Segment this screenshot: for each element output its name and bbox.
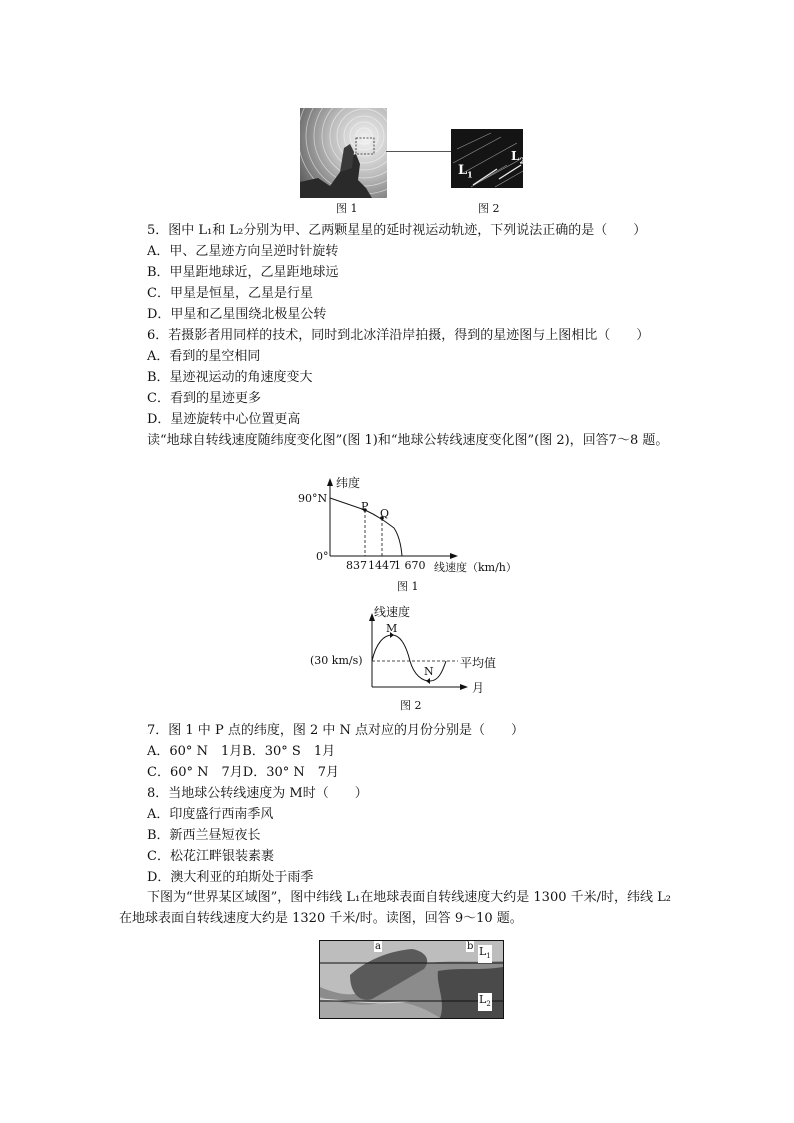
q5-option-b: B．甲星距地球近，乙星距地球远 (147, 265, 339, 280)
q5-option-a: A．甲、乙星迹方向呈逆时针旋转 (147, 244, 339, 259)
satellite-map (320, 941, 503, 1018)
q6-option-c: C．看到的星迹更多 (147, 391, 261, 406)
q5-option-c: C．甲星是恒星，乙星是行星 (147, 286, 313, 301)
average-label: 平均值 (460, 656, 497, 670)
q8-option-d: D．澳大利亚的珀斯处于雨季 (147, 870, 314, 885)
m-label: M (386, 622, 398, 635)
map-l1-label: $L_1$ (478, 945, 492, 963)
q8-option-a: A．印度盛行西南季风 (147, 807, 274, 822)
l2-label: $L_2$ (511, 149, 526, 166)
map-point-b: b (467, 941, 474, 952)
connector-line (386, 151, 452, 152)
region-map (319, 940, 504, 1019)
x-axis-title: 线速度（km/h） (434, 561, 517, 574)
q7-options-cd: C．60° N 7月D．30° N 7月 (147, 765, 340, 780)
y-origin-label: 0° (316, 550, 329, 563)
map-l2-label: $L_2$ (478, 993, 492, 1011)
x-axis-title: 月 (472, 681, 485, 695)
q7-stem: 7．图 1 中 P 点的纬度，图 2 中 N 点对应的月份分别是（ ） (147, 723, 524, 738)
q8-stem: 8．当地球公转线速度为 M时（ ） (147, 786, 368, 801)
q6-option-a: A．看到的星空相同 (147, 349, 261, 364)
graph-1-caption: 图 1 (397, 580, 419, 593)
x-tick-837: 837 (346, 559, 367, 572)
star-trail-photo (300, 108, 387, 198)
q8-option-c: C．松花江畔银装素裹 (147, 849, 274, 864)
q5-option-d: D．甲星和乙星围绕北极星公转 (147, 307, 327, 322)
q6-stem: 6．若摄影者用同样的技术，同时到北冰洋沿岸拍摄，得到的星迹图与上图相比（ ） (147, 328, 650, 343)
l1-label: $L_1$ (458, 163, 473, 180)
x-tick-1670: 1 670 (394, 559, 426, 572)
intro-9-10: 下图为“世界某区域图”，图中纬线 L₁在地球表面自转线速度大约是 1300 千米/时，纬线 L₂在地球表面自转线速度大约是 1320 千米/时。读图，回答 9～10 题。 (119, 890, 671, 926)
q6-option-b: B．星迹视运动的角速度变大 (147, 370, 313, 385)
rotation-speed-graph (290, 470, 540, 595)
y-axis-title: 线速度 (374, 605, 411, 619)
y-axis-title: 纬度 (336, 476, 361, 490)
p-label: P (361, 500, 369, 513)
map-point-a: a (375, 941, 381, 952)
q-label: Q (380, 507, 390, 520)
average-value: (30 km/s) (310, 654, 363, 667)
n-label: N (424, 665, 434, 678)
orbit-speed-graph (310, 603, 530, 695)
q6-option-d: D．星迹旋转中心位置更高 (147, 412, 301, 427)
graph-2-caption: 图 2 (400, 699, 422, 712)
q8-option-b: B．新西兰昼短夜长 (147, 828, 261, 843)
star-trail-closeup (451, 129, 526, 188)
x-tick-1447: 1447 (368, 559, 396, 572)
orbit-speed-curve (372, 635, 446, 681)
y-top-label: 90°N (298, 492, 328, 505)
figure-2-caption: 图 2 (478, 202, 500, 215)
intro-7-8: 读“地球自转线速度随纬度变化图”(图 1)和“地球公转线速度变化图”(图 2)，回答7～8 题。 (147, 433, 669, 448)
q5-stem: 5．图中 L₁和 L₂分别为甲、乙两颗星星的延时视运动轨迹，下列说法正确的是（ ） (147, 223, 647, 238)
star-trail-photo-figure (300, 108, 387, 198)
figure-1-caption: 图 1 (336, 202, 358, 215)
q7-options-ab: A．60° N 1月B．30° S 1月 (147, 744, 336, 759)
